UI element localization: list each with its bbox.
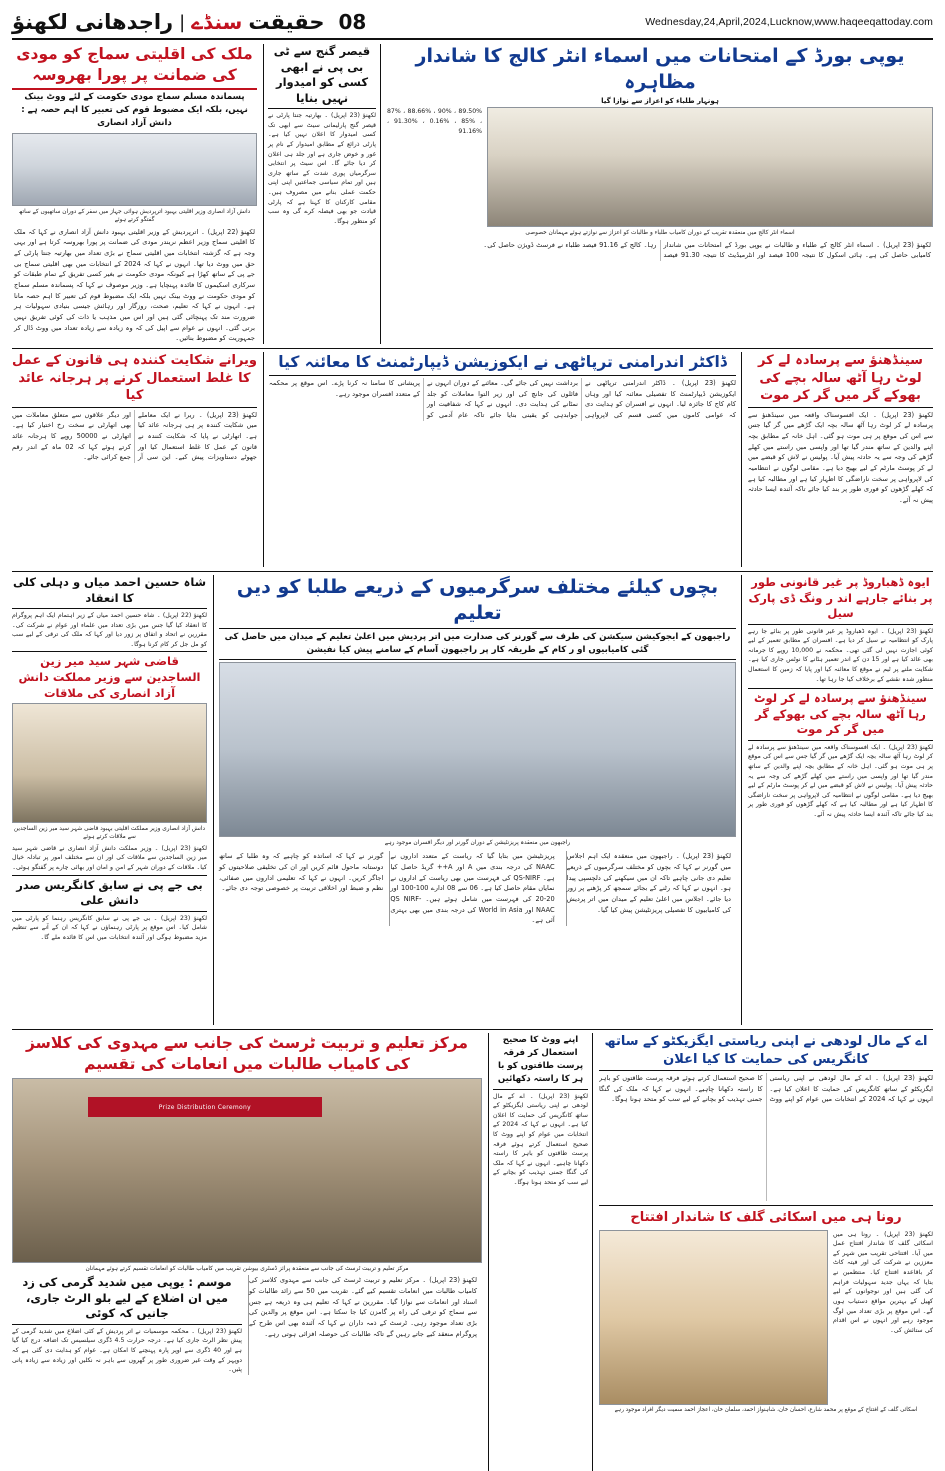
article-body-congress-support: لکھنؤ (23 اپریل) ۔ اے کے مال لودھی نے اپنی ریاستی ایگزیکٹو کے ساتھ کانگریس کی حمایت کا اعلان کیا ہے۔ انہوں نے کہا کہ 2024 کے انتخابات میں عوام کو اپنے ووٹ کا صحیح استعمال کرتے ہوئے فرقہ پرست طاقتوں کو باہر کا راستہ دکھانا چاہیے۔ انہوں نے کہا کہ ملک کی گنگا جمنی تہذیب کو بچانے کے لیے سب کو متحد ہونا ہوگا۔ bbox=[599, 1074, 933, 1104]
photo-caption: راجبھون میں منعقدہ پریزنٹیشن کے دوران گورنر اور دیگر افسران موجود رہے bbox=[384, 840, 571, 847]
article-vote-appeal bbox=[488, 1033, 593, 1471]
article-photo bbox=[12, 703, 207, 823]
headline: ڈاکٹر اندرامنی ترپاٹھی نے ایکوزیشن ڈیپارٹمنٹ کا معائنہ کیا bbox=[278, 353, 727, 371]
article-qaisarganj bbox=[263, 44, 381, 344]
headline: سینڈھنؤ سے پرسادہ لے کر لوٹ رہا آٹھ سالہ بچے کی بھوکے گر میں گر کر موت bbox=[758, 353, 923, 404]
page-number: 08 bbox=[338, 10, 367, 34]
photo-caption: اسماء انٹر کالج میں منعقدہ تقریب کے دوران کامیاب طلباء و طالبات کو اعزاز سے نوازتے ہوئے مہمانان خصوصی bbox=[525, 230, 795, 237]
article-body-col2: پریزنٹیشن میں بتایا گیا کہ ریاست کے متعدد اداروں نے NAAC کی درجہ بندی میں A اور A++ گریڈ حاصل کیا ہے۔ QS-NIRF کی فہرست میں بھی ریاست کے اداروں نے نمایاں مقام حاصل کیا ہے۔ 06 سے 08 ادارے 100-100 اور 20-20 کی فہرست میں شامل ہوئے ہیں۔ QS NIRF-NAAC اور World in Asia کی درجہ بندی میں بھی بہتری آئی ہے۔ bbox=[389, 851, 559, 926]
headline: شاہ حسین احمد میاں و دہلی کلی کا انعقاد bbox=[12, 575, 207, 605]
logo-black-text: حقیقت bbox=[248, 10, 325, 34]
article-body: لکھنؤ (23 اپریل) ۔ ڈاکٹر اندرامنی ترپاٹھی نے ایکوزیشن ڈیپارٹمنٹ کا تفصیلی معائنہ کیا اور وہاں کام کاج کا جائزہ لیا۔ انہوں نے افسران کو ہدایت دی کہ عوامی کاموں میں کسی قسم کی لاپرواہی برداشت نہیں کی جائے گی۔ معائنے کے دوران انہوں نے فائلوں کی جانچ کی اور زیر التوا معاملات کو جلد نمٹانے کی ہدایت دی۔ انہوں نے کہا کہ شفافیت اور جوابدہی کو یقینی بنایا جائے تاکہ عام آدمی کو پریشانی کا سامنا نہ کرنا پڑے۔ اس موقع پر محکمہ کے متعدد افسران موجود رہے۔ bbox=[269, 378, 736, 419]
prize-article-body: لکھنؤ (23 اپریل) ۔ مرکز تعلیم و تربیت ٹرسٹ کی جانب سے مہدوی کلاسز کی کامیاب طالبات میں انعامات تقسیم کیے گئے۔ تقریب میں 50 سے زائد طالبات کو اسناد اور انعامات سے نوازا گیا۔ مقررین نے کہا کہ تعلیم ہی وہ ذریعہ ہے جس سے سماج کو ترقی کی راہ پر گامزن کیا جا سکتا ہے۔ اس موقع پر والدین کی بڑی تعداد موجود رہی۔ ٹرسٹ کے ذمہ داران نے کہا کہ آئندہ بھی اس طرح کے پروگرام منعقد کیے جاتے رہیں گے تاکہ طالبات کی حوصلہ افزائی ہوتی رہے۔ bbox=[248, 1275, 482, 1375]
headline-child-death-left: سینڈھنؤ سے پرسادہ لے کر لوٹ رہا آٹھ سالہ بچے کی بھوکے گر میں گر کر موت bbox=[753, 691, 927, 737]
headline: بی جے پی نے سابق کانگریس صدر دانش علی bbox=[16, 877, 203, 908]
masthead-dateline: Wednesday,24,April,2024,Lucknow,www.haqeeqattoday.com bbox=[645, 16, 933, 28]
headline: موسم : یوپی میں شدید گرمی کی زد میں ان اضلاع کے لیے بلو الرٹ جاری، جانیں کہ کوئی bbox=[22, 1275, 232, 1321]
top-band bbox=[12, 44, 933, 344]
logo-main-text: راجدھانی لکھنؤ bbox=[12, 10, 174, 34]
photo-caption: مرکز تعلیم و تربیت ٹرسٹ کی جانب سے منعقدہ پرائز ڈسٹری بیوشن تقریب میں کامیاب طالبات کو انعامات تقسیم کرتے ہوئے مہمانان bbox=[85, 1265, 409, 1272]
article-child-death bbox=[748, 352, 933, 567]
headline: ملک کی اقلیتی سماج کو مودی کی ضمانت پر پورا بھروسہ bbox=[12, 44, 257, 90]
article-photo bbox=[219, 662, 736, 837]
article-bjp-danish-ali bbox=[12, 878, 207, 943]
ceremony-banner: Prize Distribution Ceremony bbox=[88, 1097, 322, 1117]
article-qazi-meeting bbox=[12, 654, 207, 872]
article-body-child-death-left: لکھنؤ (23 اپریل) ۔ ایک افسوسناک واقعہ میں سینڈھنؤ سے پرسادہ لے کر لوٹ رہا آٹھ سالہ بچہ ایک گڑھے میں گر گیا جس سے اس کی موقع پر ہی موت ہو گئی۔ اہل خانہ کے مطابق بچہ اپنے والدین کے ساتھ مندر گیا تھا اور واپسی میں راستے میں کھلے گڑھے کی وجہ سے یہ حادثہ پیش آیا۔ پولیس نے لاش کو قبضے میں لے کر پوسٹ مارٹم کے لیے بھیج دیا ہے۔ مقامی لوگوں نے انتظامیہ کی لاپرواہی پر سخت ناراضگی کا اظہار کیا ہے اور مطالبہ کیا ہے کہ کھلے گڑھوں کو فوری طور پر بند کیا جائے تاکہ آئندہ ایسا حادثہ پیش نہ آئے۔ bbox=[748, 743, 933, 819]
article-illegal-park-sealed bbox=[748, 575, 933, 1025]
headline: بچوں کیلئے مختلف سرگرمیوں کے ذریعے طلبا کو دیں تعلیم bbox=[236, 576, 719, 624]
photo-placeholder-label bbox=[220, 663, 735, 836]
headline: قیصر گنج سے ٹی بی پی نے ابھی کسی کو امیدوار نہیں بنایا bbox=[273, 44, 371, 105]
article-up-board-results bbox=[387, 44, 933, 344]
photo-credit: اسکائی گلف کے افتتاح کے موقع پر محمد شارع، احسان خان، شاہنواز احمد، سلمان خان، اعجاز احمد سمیت دیگر افراد موجود رہے bbox=[614, 1406, 918, 1413]
article-body: لکھنؤ (23 اپریل) ۔ ایک افسوسناک واقعہ میں سینڈھنؤ سے پرسادہ لے کر لوٹ رہا آٹھ سالہ بچہ ایک گڑھے میں گر گیا جس سے اس کی موقع پر ہی موت ہو گئی۔ اہل خانہ کے مطابق بچہ اپنے والدین کے ساتھ مندر گیا تھا اور واپسی میں راستے میں کھلے گڑھے کی وجہ سے یہ حادثہ پیش آیا۔ پولیس نے لاش کو قبضے میں لے کر پوسٹ مارٹم کے لیے بھیج دیا ہے۔ مقامی لوگوں نے انتظامیہ کی لاپرواہی پر سخت ناراضگی کا اظہار کیا ہے اور مطالبہ کیا ہے کہ کھلے گڑھوں کو فوری طور پر بند کیا جائے تاکہ آئندہ ایسا حادثہ پیش نہ آئے۔ bbox=[748, 410, 933, 505]
masthead-branding bbox=[12, 10, 366, 34]
third-band bbox=[12, 575, 933, 1025]
article-photo bbox=[487, 107, 933, 227]
article-photo-sky-gulf bbox=[599, 1230, 828, 1405]
headline: ویرانے شکایت کنندہ ہی قانون کے عمل کا غلط استعمال کرنے پر ہرجانہ عائد کیا bbox=[12, 353, 257, 404]
photo-placeholder-label bbox=[600, 1231, 827, 1404]
article-body: لکھنؤ (23 اپریل) ۔ وزیر مملکت دانش آزاد انصاری نے قاضی شہر سید میر زین الساجدین سے ملاقات کی اور ان سے مختلف امور پر تبادلہ خیال کیا۔ ملاقات کے دوران شہر کے امن و امان اور بھائی چارے پر گفتگو ہوئی۔ bbox=[12, 844, 207, 872]
article-body-col3: گورنر نے کہا کہ اساتذہ کو چاہیے کہ وہ طلبا کے ساتھ دوستانہ ماحول قائم کریں اور ان کی تخلیقی صلاحیتوں کو اجاگر کریں۔ انہوں نے کہا کہ تعلیمی اداروں میں صفائی، نظم و ضبط اور اخلاقی تربیت پر خصوصی توجہ دی جائے۔ bbox=[219, 852, 384, 893]
article-photo bbox=[12, 1078, 482, 1263]
article-body: لکھنؤ (23 اپریل) ۔ اے کے مال لودھی نے اپنی ریاستی ایگزیکٹو کے ساتھ کانگریس کی حمایت کا اعلان کیا ہے۔ انہوں نے کہا کہ 2024 کے انتخابات میں عوام کو اپنے ووٹ کا صحیح استعمال کرتے ہوئے فرقہ پرست طاقتوں کو باہر کا راستہ دکھانا چاہیے۔ انہوں نے کہا کہ ملک کی گنگا جمنی تہذیب کو بچانے کے لیے سب کو متحد ہونا ہوگا۔ bbox=[493, 1092, 588, 1187]
headline-congress-support: اے کے مال لودھی نے اپنی ریاستی ایگزیکٹو کے ساتھ کانگریس کی حمایت کا کیا اعلان bbox=[604, 1034, 928, 1067]
article-acquisition-inspection bbox=[263, 352, 742, 567]
subheadline: پسماندہ مسلم سماج مودی حکومت کے لئے ووٹ بینک نہیں، بلکہ ایک مضبوط قوم کی تعبیر کا اہم حصہ ہے : دانش آزاد انصاری bbox=[21, 91, 248, 128]
photo-placeholder-label bbox=[13, 704, 206, 822]
subheadline: اپنے ووٹ کا صحیح استعمال کر فرقہ پرست طاقتوں کو با ہر کا راستہ دکھائیں bbox=[497, 1035, 584, 1084]
headline: ایوہ ڈھباروڈ پر غیر قانونی طور پر بنائے جارہے اند ر ونگ ڈی پارک سیل bbox=[748, 575, 933, 621]
masthead bbox=[12, 10, 933, 40]
photo-placeholder-label bbox=[13, 134, 256, 205]
second-band bbox=[12, 352, 933, 567]
headline: قاضی شہر سید میر زین الساجدین سے وزیر مملکت دانش آزاد انصاری کی ملاقات bbox=[18, 654, 201, 700]
logo-red-text: سنڈے bbox=[191, 10, 243, 34]
results-values: 89.50% ، 90% ، 88.66% ، 87% ، 85% ، 0.16% ، 91.30% ، 91.16% bbox=[387, 108, 483, 135]
article-shah-hussain-event bbox=[12, 575, 207, 649]
left-bottom-stack bbox=[599, 1033, 933, 1471]
weather-sub-article bbox=[12, 1275, 242, 1375]
article-body: لکھنؤ (23 اپریل) ۔ ایوہ ڈھباروڈ پر غیر قانونی طور پر بنائے جا رہے پارک کو انتظامیہ نے سیل کر دیا ہے۔ افسران کے مطابق تعمیر کے لیے کوئی اجازت نہیں لی گئی تھی۔ محکمہ نے 10,000 روپے کا جرمانہ بھی عائد کیا ہے اور 15 دن کے اندر تعمیر ہٹانے کا نوٹس جاری کیا ہے۔ شکایت ملنے پر ٹیم نے موقع کا معائنہ کیا اور پایا کہ زمین کا استعمال منظور شدہ نقشے کے برخلاف کیا جا رہا تھا۔ bbox=[748, 627, 934, 683]
article-prize-distribution bbox=[12, 1033, 482, 1471]
article-photo bbox=[12, 133, 257, 206]
photo-placeholder-label bbox=[488, 108, 932, 226]
headline: مرکز تعلیم و تربیت ٹرسٹ کی جانب سے مہدوی کی کلاسز کی کامیاب طالبات میں انعامات کی تقسیم bbox=[25, 1034, 469, 1073]
bottom-band bbox=[12, 1033, 933, 1471]
article-body: لکھنؤ (22 اپریل) ۔ شاہ حسین احمد میاں کے زیر اہتمام ایک اہم پروگرام کا انعقاد کیا گیا جس میں بڑی تعداد میں علماء اور عوام نے شرکت کی۔ مقررین نے اتحاد و اتفاق پر زور دیا اور کہا کہ ملک کی ترقی کے لیے سب کو مل جل کر کام کرنا ہوگا۔ bbox=[12, 612, 207, 648]
article-body: لکھنؤ (23 اپریل) ۔ اسماء انٹر کالج کے طلباء و طالبات نے یوپی بورڈ کے امتحانات میں شاندار کامیابی حاصل کی ہے۔ ہائی اسکول کا نتیجہ 100 فیصد اور انٹرمیڈیٹ کا نتیجہ 91.30 فیصد رہا۔ کالج کے 91.16 فیصد طلباء نے فرسٹ ڈویژن حاصل کی۔ bbox=[483, 240, 931, 260]
logo-separator: | bbox=[179, 11, 186, 33]
headline-sky-gulf: رونا ہی میں اسکائی گلف کا شاندار افتتاح bbox=[630, 1210, 902, 1226]
photo-caption: دانش آزاد انصاری وزیر مملکت اقلیتی بہبود قاضی شہر سید میر زین الساجدین سے ملاقات کرتے ہوئے bbox=[13, 826, 206, 841]
right-column-stack bbox=[12, 575, 207, 1025]
publication-logo bbox=[12, 10, 325, 34]
photo-placeholder-label bbox=[13, 1079, 481, 1262]
article-body: لکھنؤ (23 اپریل) ۔ بھارتیہ جنتا پارٹی نے قیصر گنج پارلیمانی سیٹ سے ابھی تک کسی امیدوار کا اعلان نہیں کیا ہے۔ پارٹی ذرائع کے مطابق امیدوار کے نام پر غور و خوض جاری ہے اور جلد ہی اعلان کر دیا جائے گا۔ اس سیٹ پر انتخابی سرگرمیاں پوری شدت کے ساتھ جاری ہیں اور تمام سیاسی جماعتیں اپنی اپنی حکمت عملی بنانے میں مصروف ہیں۔ مقامی کارکنان کا کہنا ہے کہ پارٹی قیادت جو بھی فیصلہ کرے گی وہ سب کو منظور ہوگا۔ bbox=[268, 112, 376, 225]
article-body: لکھنؤ (23 اپریل) ۔ محکمہ موسمیات نے اتر پردیش کے کئی اضلاع میں شدید گرمی کے پیش نظر الرٹ جاری کیا ہے۔ درجہ حرارت 4.5 ڈگری سیلسیس تک اضافہ درج کیا گیا ہے اور 40 ڈگری سے اوپر پارہ پہنچنے کا امکان ہے۔ عوام کو ہدایت دی گئی ہے کہ دوپہر کے وقت غیر ضروری طور پر گھروں سے باہر نہ نکلیں اور زیادہ سے زیادہ پانی پئیں۔ bbox=[12, 1327, 243, 1374]
headline: یوپی بورڈ کے امتحانات میں اسماء انٹر کالج کا شاندار مظاہرہ bbox=[415, 45, 905, 93]
article-body: لکھنؤ (23 اپریل) ۔ ریرا نے ایک معاملے میں شکایت کنندہ پر ہی ہرجانہ عائد کیا ہے۔ اتھارٹی نے پایا کہ شکایت کنندہ نے قانون کے عمل کا غلط استعمال کیا اور جھوٹے دستاویزات پیش کیے۔ این سی آر اور دیگر علاقوں سے متعلق معاملات میں بھی اتھارٹی نے سخت رخ اختیار کیا ہے۔ اتھارٹی نے 50000 روپے کا ہرجانہ عائد کرتے ہوئے کہا کہ 02 ماہ کے اندر رقم جمع کرائی جائے۔ bbox=[12, 410, 257, 462]
article-minority-modi bbox=[12, 44, 257, 344]
article-governor-education bbox=[213, 575, 742, 1025]
photo-caption: دانش آزاد انصاری وزیر اقلیتی بہبود اترپردیش ہوائی جہاز میں سفر کے دوران ساتھیوں کے ساتھ گفتگو کرتے ہوئے bbox=[18, 208, 251, 224]
article-body: لکھنؤ (22 اپریل) ۔ اترپردیش کے وزیر اقلیتی بہبود دانش آزاد انصاری نے کہا کہ ملک کا اقلیتی سماج وزیر اعظم نریندر مودی کی ضمانت پر پورا بھروسہ کرتا ہے اور یہی وجہ ہے کہ گزشتہ انتخابات میں اقلیتی سماج نے بڑی تعداد میں بھارتیہ جنتا پارٹی کے حق میں ووٹ دیا تھا۔ انہوں نے کہا کہ 2024 کے انتخابات میں بھی اقلیتی سماج بی جے پی کے ساتھ کھڑا ہے کیونکہ مودی حکومت نے بغیر کسی تفریق کے تمام طبقات کو سرکاری اسکیموں کا فائدہ پہنچایا ہے۔ وزیر موصوف نے کہا کہ پسماندہ مسلم سماج کو مودی حکومت نے ووٹ بینک نہیں بلکہ ایک مضبوط قوم کی تعبیر کا اہم حصہ مانا ہے۔ انہوں نے کہا کہ تعلیم، صحت، روزگار اور رہائش جیسی بنیادی سہولیات ہر ضرورت مند تک پہنچائی گئی ہیں اور اس میں مذہب یا ذات کی کوئی تفریق نہیں برتی گئی۔ انہوں نے عوام سے اپیل کی کہ وہ زیادہ سے زیادہ تعداد میں ووٹ ڈال کر جمہوریت کو مضبوط بنائیں۔ bbox=[14, 227, 255, 343]
subheadline: راجبھون کے ایجوکیشن سیکشن کی طرف سے گورنر کی صدارت میں اتر پردیش میں اعلیٰ تعلیم کے میدان میں حاصل کی گئی کامیابیوں او ر کام کے طریقہ کار پر راجبھون آسام کے سامنے پیش کیا نفیشن bbox=[219, 628, 736, 660]
kicker: ہونہار طلباء کو اعزاز سے نوازا گیا bbox=[601, 97, 719, 106]
article-rera-penalty bbox=[12, 352, 257, 567]
results-list bbox=[387, 107, 482, 227]
article-body: لکھنؤ (23 اپریل) ۔ بی جے پی نے سابق کانگریس رہنما کو پارٹی میں شامل کیا۔ اس موقع پر پارٹی رہنماؤں نے کہا کہ ان کے آنے سے تنظیم مزید مضبوط ہوگی اور آئندہ انتخابات میں اس کا فائدہ ملے گا۔ bbox=[12, 914, 207, 941]
article-body-col1: لکھنؤ (23 اپریل) ۔ راجبھون میں منعقدہ ایک اہم اجلاس میں گورنر نے کہا کہ بچوں کو مختلف سرگرمیوں کے ذریعے تعلیم دی جانی چاہیے تاکہ ان میں سیکھنے کی دلچسپی پیدا ہو۔ انہوں نے کہا کہ رٹنے کے بجائے سمجھ کر پڑھنے پر زور دیا جائے۔ اجلاس میں اعلیٰ تعلیم کے میدان میں اتر پردیش کی کامیابیوں کا تفصیلی پریزنٹیشن پیش کیا گیا۔ bbox=[566, 851, 736, 926]
article-body-sky-gulf: لکھنؤ (23 اپریل) ۔ رونا ہی میں اسکائی گلف کا شاندار افتتاح عمل میں آیا۔ افتتاحی تقریب میں شہر کے معززین نے شرکت کی اور فیتہ کاٹ کر باقاعدہ افتتاح کیا۔ منتظمین نے بتایا کہ یہاں جدید سہولیات فراہم کی گئی ہیں اور نوجوانوں کے لیے کھیل کے بہترین مواقع دستیاب ہوں گے۔ اس موقع پر بڑی تعداد میں لوگ موجود رہے اور انہوں نے اس اقدام کی ستائش کی۔ bbox=[833, 1230, 933, 1334]
